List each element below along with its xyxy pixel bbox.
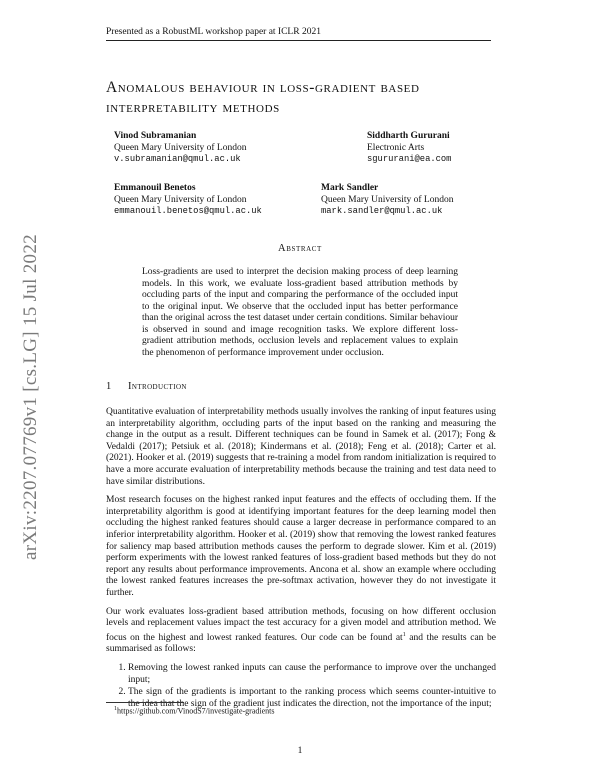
author-affiliation: Electronic Arts — [367, 142, 425, 153]
author-block-2 — [367, 131, 451, 166]
author-affiliation: Queen Mary University of London — [321, 194, 454, 205]
list-item: 1. Removing the lowest ranked inputs can cause the performance to improve over the unchanged input; — [128, 663, 496, 686]
section-heading — [106, 381, 187, 392]
paper-title: Anomalous behaviour in loss-gradient based interpretability methods — [106, 79, 420, 116]
author-block-4 — [321, 183, 453, 218]
section-number: 1 — [106, 381, 112, 392]
body-text — [106, 407, 496, 711]
author-affiliation: Queen Mary University of London — [114, 194, 247, 205]
running-header: Presented as a RobustML workshop paper at ICLR 2021 — [106, 27, 321, 37]
page-number: 1 — [297, 746, 303, 756]
paragraph: Most research focuses on the highest ranked input features and the effects of occluding them. If the interpretability algorithm is good at identifying important features for the deep learning model then occluding the highest ranked features should cause a larger decrease in performance compared to an inferior interpretability algorithm. Hooker et al. (2019) show that removing the lowest ranked features for saliency map based attribution methods causes the perform to degrade slower. Kim et al. (2019) perform experiments with the lowest ranked features of loss-gradient based methods but they do not report any results about performance improvements. Ancona et al. show an example where occluding the lowest ranked features increases the pre-softmax activation, however they do not investigate it further. — [106, 495, 496, 598]
author-name: Mark Sandler — [321, 183, 379, 193]
author-email: mark.sandler@qmul.ac.uk — [321, 206, 443, 216]
author-name: Vinod Subramanian — [114, 131, 197, 141]
abstract-heading: Abstract — [278, 243, 322, 254]
paragraph: Quantitative evaluation of interpretability methods usually involves the ranking of input features using an interpretability algorithm, occluding parts of the input based on the ranking and measuring the change in the output as a result. Different techniques can be found in Samek et al. (2017); Fong & Vedaldi (2017); Petsiuk et al. (2018); Kindermans et al. (2018); Feng et al. (2018); Carter et al. (2021). Hooker et al. (2019) suggests that re-training a model from random initialization is required to have a more accurate evaluation of interpretability methods because the training and test data need to have similar distributions. — [106, 407, 496, 487]
abstract-text: Loss-gradients are used to interpret the decision making process of deep learning models. In this work, we evaluate loss-gradient based attribution methods by occluding parts of the input and comparing the performance of the occluded input to the original input. We observe that the occluded input has better performance than the original across the test dataset under certain conditions. Similar behaviour is observed in sound and image recognition tasks. We explore different loss-gradient attribution methods, occlusion levels and replacement values to explain the phenomenon of performance improvement under occlusion. — [142, 267, 458, 358]
contribution-list — [106, 663, 496, 710]
author-name: Emmanouil Benetos — [114, 183, 196, 193]
author-name: Siddharth Gururani — [367, 131, 450, 141]
footnote-mark: 1 — [114, 706, 117, 712]
author-email: v.subramanian@qmul.ac.uk — [114, 154, 241, 164]
author-affiliation: Queen Mary University of London — [114, 142, 247, 153]
author-block-3 — [114, 183, 262, 218]
paragraph-text: Our work evaluates loss-gradient based attribution methods, focusing on how different occlusion levels and replacement values impact the test accuracy for a given model and attribution method. We focus on the highest and lowest ranked features. Our code can be found at — [106, 606, 496, 643]
footnote-link[interactable]: https://github.com/VinodS7/investigate-gradients — [117, 706, 275, 716]
paragraph-text: and the results can be summarised as follows: — [106, 632, 496, 655]
footnote — [114, 706, 275, 716]
list-item: 2. The sign of the gradients is important to the ranking process which seems counter-intuitive to the idea that the sign of the gradient just indicates the direction, not the importance of the input; — [128, 687, 496, 710]
paragraph — [106, 607, 496, 657]
arxiv-stamp: arXiv:2207.07769v1 [cs.LG] 15 Jul 2022 — [20, 234, 41, 560]
author-email: sgururani@ea.com — [367, 154, 452, 164]
author-block-1 — [114, 131, 246, 166]
footnote-rule — [106, 702, 184, 703]
header-rule — [106, 40, 491, 41]
author-email: emmanouil.benetos@qmul.ac.uk — [114, 206, 262, 216]
footnote-ref[interactable]: 1 — [402, 631, 406, 638]
section-title: Introduction — [128, 381, 187, 392]
